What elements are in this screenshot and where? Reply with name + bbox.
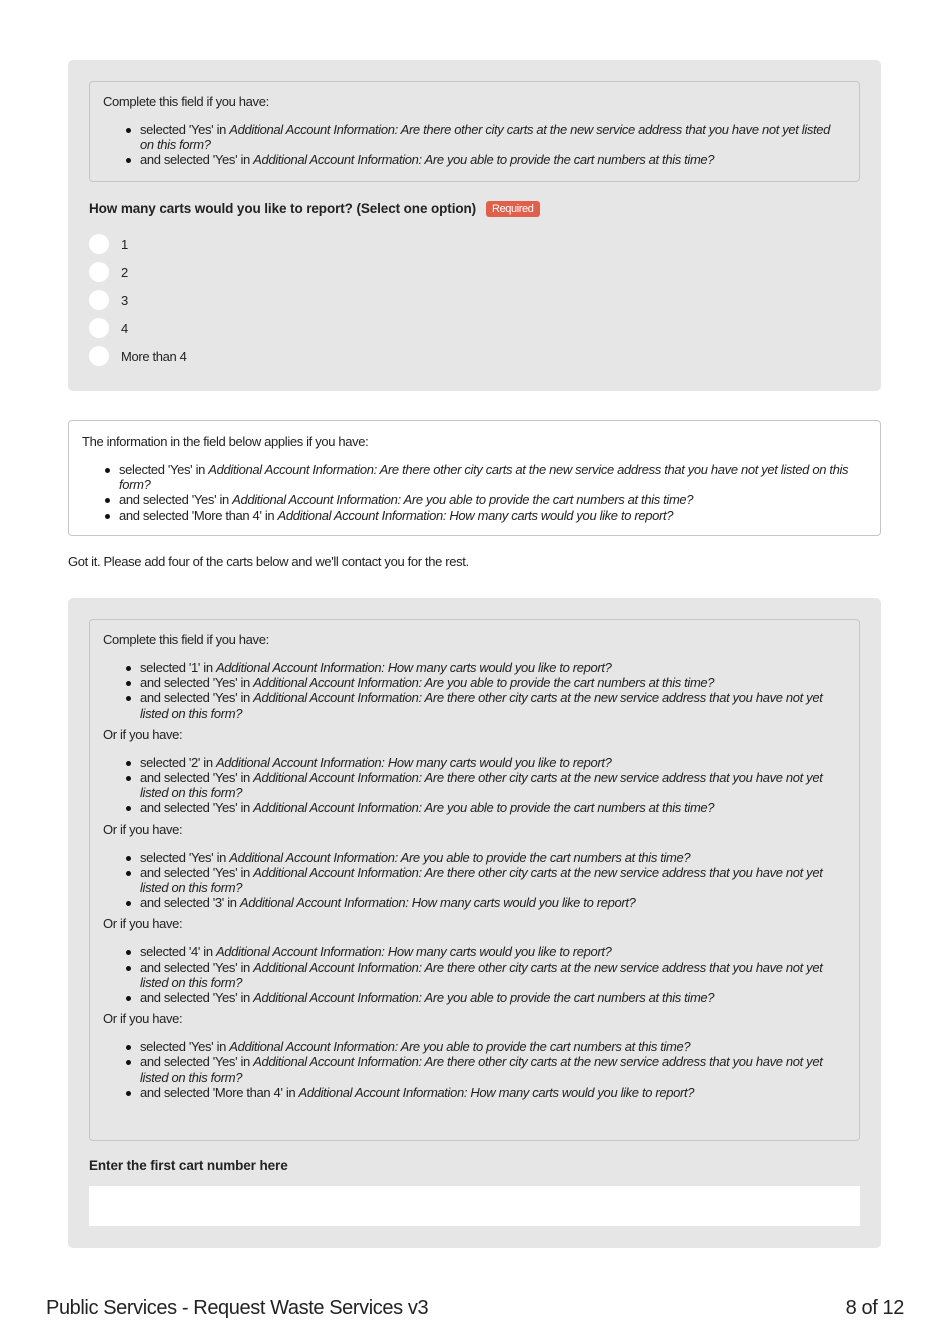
radio-button[interactable] (89, 318, 109, 338)
footer-form-title: Public Services - Request Waste Services v3 (46, 1297, 429, 1319)
condition-item: and selected 'Yes' in Additional Account Information: Are you able to provide the cart numbers at this time? (140, 990, 847, 1005)
condition-item: and selected 'Yes' in Additional Account Information: Are there other city carts at the new service address that you have not yet listed on this form? (140, 690, 847, 720)
cart-count-question (89, 201, 540, 217)
condition-item: and selected 'Yes' in Additional Account Information: Are you able to provide the cart numbers at this time? (140, 800, 847, 815)
condition-item: selected '2' in Additional Account Information: How many carts would you like to report? (140, 755, 847, 770)
radio-label[interactable]: 3 (121, 292, 128, 308)
cart-count-panel (68, 60, 881, 391)
condition-list (103, 660, 847, 721)
first-cart-number-label: Enter the first cart number here (89, 1158, 288, 1173)
condition-item: and selected 'More than 4' in Additional Account Information: How many carts would you like to report? (119, 508, 868, 523)
radio-option-1[interactable] (89, 230, 187, 258)
radio-button[interactable] (89, 290, 109, 310)
condition-item: selected '4' in Additional Account Information: How many carts would you like to report? (140, 944, 847, 959)
condition-list (82, 462, 868, 523)
or-intro: Or if you have: (103, 1011, 183, 1027)
condition-list (103, 1039, 847, 1100)
radio-label[interactable]: More than 4 (121, 348, 187, 364)
condition-item: and selected '3' in Additional Account Information: How many carts would you like to report? (140, 895, 847, 910)
or-intro: Or if you have: (103, 821, 183, 837)
radio-label[interactable]: 2 (121, 264, 128, 280)
condition-item: selected 'Yes' in Additional Account Information: Are there other city carts at the new service address that you have not yet listed on this form? (140, 122, 847, 152)
or-intro: Or if you have: (103, 916, 183, 932)
required-badge: Required (486, 201, 539, 217)
condition-item: selected '1' in Additional Account Information: How many carts would you like to report? (140, 660, 847, 675)
condition-list (103, 944, 847, 1005)
radio-group (89, 230, 187, 370)
or-intro: Or if you have: (103, 726, 183, 742)
condition-intro: Complete this field if you have: (103, 94, 269, 109)
condition-item: and selected 'Yes' in Additional Account Information: Are you able to provide the cart numbers at this time? (140, 152, 847, 167)
condition-list (103, 122, 847, 168)
radio-button[interactable] (89, 346, 109, 366)
question-label: How many carts would you like to report? (Select one option) (89, 201, 477, 216)
condition-box (89, 619, 860, 1141)
radio-button[interactable] (89, 262, 109, 282)
radio-option-4[interactable] (89, 314, 187, 342)
info-condition-box (68, 420, 881, 536)
condition-item: and selected 'Yes' in Additional Account Information: Are there other city carts at the new service address that you have not yet listed on this form? (140, 770, 847, 800)
radio-option-more-than-4[interactable] (89, 342, 187, 370)
radio-option-2[interactable] (89, 258, 187, 286)
condition-item: and selected 'More than 4' in Additional Account Information: How many carts would you like to report? (140, 1085, 847, 1100)
first-cart-number-input[interactable] (89, 1186, 860, 1226)
info-intro: The information in the field below applies if you have: (82, 434, 369, 449)
radio-label[interactable]: 1 (121, 236, 128, 252)
first-cart-panel (68, 598, 881, 1248)
condition-item: and selected 'Yes' in Additional Account Information: Are there other city carts at the new service address that you have not yet listed on this form? (140, 865, 847, 895)
condition-item: selected 'Yes' in Additional Account Information: Are there other city carts at the new service address that you have not yet listed on this form? (119, 462, 868, 492)
condition-item: selected 'Yes' in Additional Account Information: Are you able to provide the cart numbers at this time? (140, 1039, 847, 1054)
condition-list (103, 755, 847, 816)
condition-list (103, 850, 847, 911)
radio-label[interactable]: 4 (121, 320, 128, 336)
condition-item: and selected 'Yes' in Additional Account Information: Are you able to provide the cart numbers at this time? (119, 492, 868, 507)
info-text: Got it. Please add four of the carts below and we'll contact you for the rest. (68, 554, 469, 569)
condition-item: and selected 'Yes' in Additional Account Information: Are there other city carts at the new service address that you have not yet listed on this form? (140, 1054, 847, 1084)
condition-item: selected 'Yes' in Additional Account Information: Are you able to provide the cart numbers at this time? (140, 850, 847, 865)
radio-option-3[interactable] (89, 286, 187, 314)
condition-item: and selected 'Yes' in Additional Account Information: Are you able to provide the cart numbers at this time? (140, 675, 847, 690)
radio-button[interactable] (89, 234, 109, 254)
condition-item: and selected 'Yes' in Additional Account Information: Are there other city carts at the new service address that you have not yet listed on this form? (140, 960, 847, 990)
condition-box (89, 81, 860, 182)
footer-page-number: 8 of 12 (845, 1297, 904, 1319)
condition-intro: Complete this field if you have: (103, 632, 269, 647)
